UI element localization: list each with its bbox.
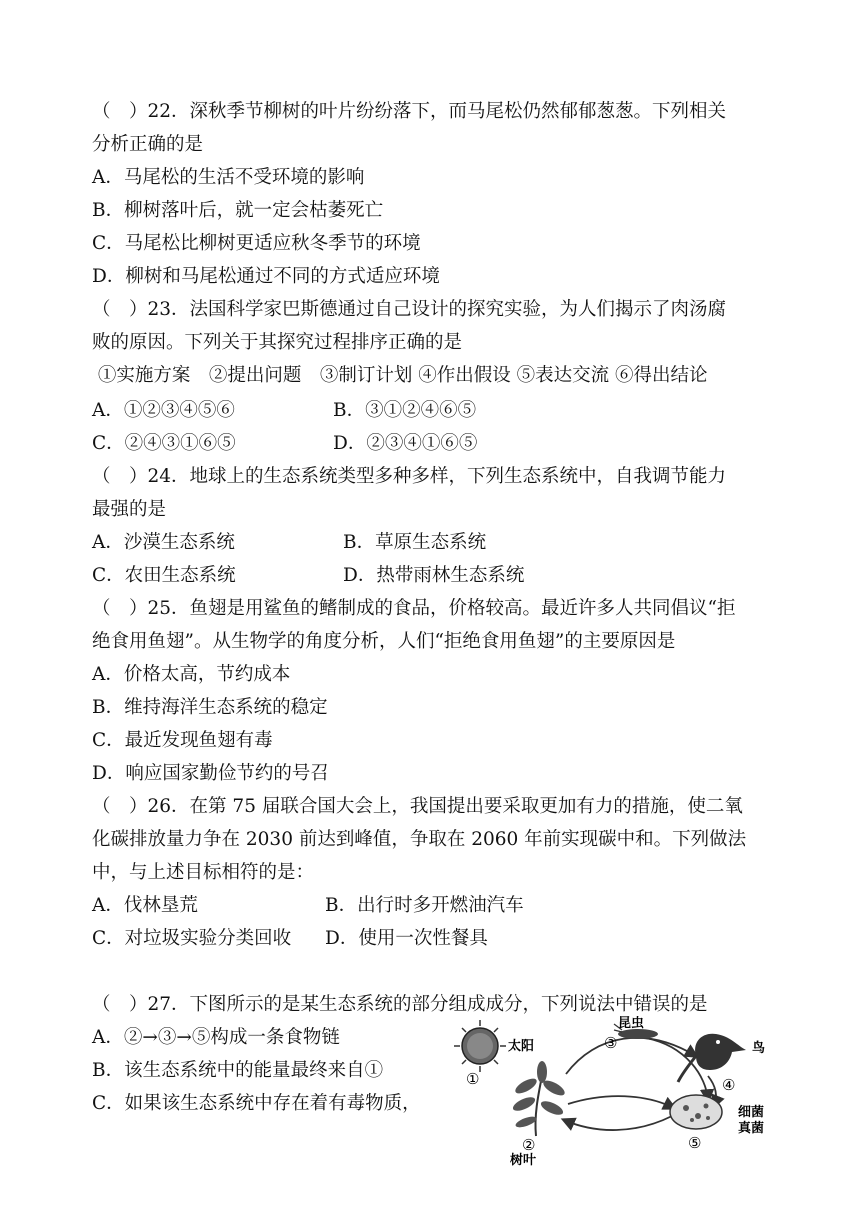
q23-steps-line: ①实施方案 ②提出问题 ③制订计划 ④作出假设 ⑤表达交流 ⑥得出结论 <box>92 365 708 386</box>
arrow-leaf-to-decomposer <box>568 1096 674 1108</box>
insect-label: 昆虫 <box>618 1016 645 1031</box>
q27-stem-line-1: （ ）27．下图所示的是某生态系统的部分组成成分，下列说法中错误的是 <box>92 994 708 1015</box>
q23-stem-line-1: （ ）23．法国科学家巴斯德通过自己设计的探究实验，为人们揭示了肉汤腐 <box>92 299 727 320</box>
figure-number-5: ⑤ <box>688 1134 702 1152</box>
q27-option-b: B．该生态系统中的能量最终来自① <box>92 1060 384 1081</box>
q23-option-c: C．②④③①⑥⑤ <box>92 433 236 454</box>
q25-option-a: A．价格太高，节约成本 <box>92 664 291 685</box>
q22-stem-line-2: 分析正确的是 <box>92 134 204 155</box>
arrow-decomposer-to-leaf <box>564 1116 672 1130</box>
q25-stem-line-1: （ ）25．鱼翅是用鲨鱼的鳍制成的食品，价格较高。最近许多人共同倡议“拒 <box>92 598 736 619</box>
decomposer-icon <box>670 1095 722 1129</box>
q27-option-a: A．②→③→⑤构成一条食物链 <box>92 1027 340 1048</box>
leaf-icon <box>511 1061 567 1136</box>
q24-option-c: C．农田生态系统 <box>92 565 236 586</box>
q25-option-b: B．维持海洋生态系统的稳定 <box>92 697 328 718</box>
q24-option-a: A．沙漠生态系统 <box>92 532 235 553</box>
bird-icon <box>678 1034 746 1082</box>
q24-stem-line-2: 最强的是 <box>92 499 167 520</box>
q26-stem-line-2: 化碳排放量力争在 2030 前达到峰值，争取在 2060 年前实现碳中和。下列做法 <box>92 829 747 850</box>
q23-option-a: A．①②③④⑤⑥ <box>92 400 235 421</box>
decomposer-label-fungi: 真菌 <box>738 1121 765 1136</box>
q26-stem-line-3: 中，与上述目标相符的是： <box>92 862 315 883</box>
q22-option-d: D．柳树和马尾松通过不同的方式适应环境 <box>92 266 440 287</box>
q24-stem-line-1: （ ）24．地球上的生态系统类型多种多样，下列生态系统中，自我调节能力 <box>92 466 727 487</box>
q23-option-b: B．③①②④⑥⑤ <box>333 400 477 421</box>
q22-option-b: B．柳树落叶后，就一定会枯萎死亡 <box>92 200 384 221</box>
q22-option-a: A．马尾松的生活不受环境的影响 <box>92 167 365 188</box>
arrow-leaf-to-insect <box>566 1038 696 1074</box>
ecosystem-figure <box>446 1016 780 1166</box>
q24-option-d: D．热带雨林生态系统 <box>343 565 525 586</box>
leaf-label: 树叶 <box>510 1153 537 1166</box>
q26-option-b: B．出行时多开燃油汽车 <box>325 895 524 916</box>
figure-number-2: ② <box>522 1136 536 1154</box>
q26-option-a: A．伐林垦荒 <box>92 895 198 916</box>
q26-option-d: D．使用一次性餐具 <box>325 928 488 949</box>
q25-option-c: C．最近发现鱼翅有毒 <box>92 730 273 751</box>
q23-option-d: D．②③④①⑥⑤ <box>333 433 478 454</box>
sun-label: 太阳 <box>508 1039 535 1054</box>
q22-stem-line-1: （ ）22．深秋季节柳树的叶片纷纷落下，而马尾松仍然郁郁葱葱。下列相关 <box>92 101 727 122</box>
sun-icon <box>454 1020 506 1072</box>
q22-option-c: C．马尾松比柳树更适应秋冬季节的环境 <box>92 233 421 254</box>
figure-number-4: ④ <box>722 1076 736 1094</box>
q26-stem-line-1: （ ）26．在第 75 届联合国大会上，我国提出要采取更加有力的措施，使二氧 <box>92 796 743 817</box>
figure-number-1: ① <box>466 1070 480 1088</box>
decomposer-label-bacteria: 细菌 <box>738 1105 765 1120</box>
figure-number-3: ③ <box>604 1034 618 1052</box>
q24-option-b: B．草原生态系统 <box>343 532 487 553</box>
q26-option-c: C．对垃圾实验分类回收 <box>92 928 292 949</box>
q27-option-c: C．如果该生态系统中存在着有毒物质， <box>92 1093 421 1114</box>
q23-stem-line-2: 败的原因。下列关于其探究过程排序正确的是 <box>92 332 463 353</box>
q25-stem-line-2: 绝食用鱼翅”。从生物学的角度分析，人们“拒绝食用鱼翅”的主要原因是 <box>92 631 676 652</box>
q25-option-d: D．响应国家勤俭节约的号召 <box>92 763 329 784</box>
bird-label: 鸟 <box>752 1041 766 1056</box>
